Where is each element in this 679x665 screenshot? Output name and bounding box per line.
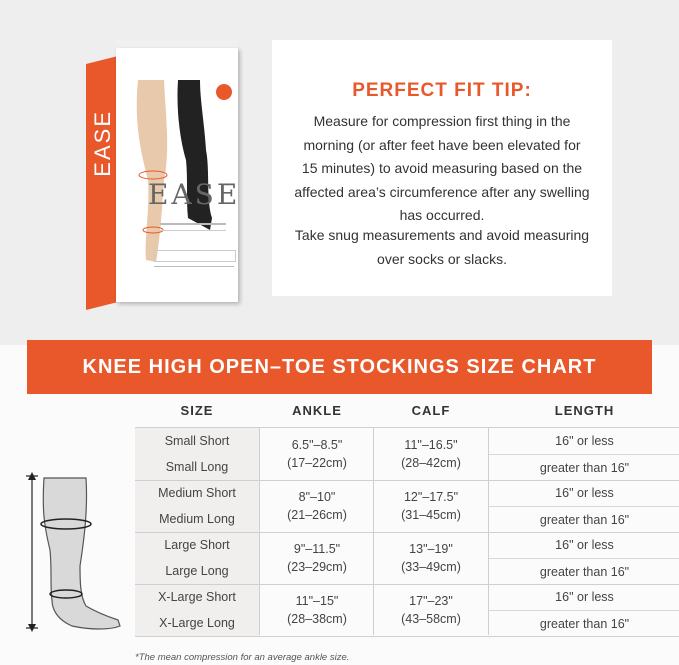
calf-inches: 13"–19"	[409, 542, 453, 556]
box-decor-line	[160, 223, 226, 225]
size-chart-title: KNEE HIGH OPEN–TOE STOCKINGS SIZE CHART	[82, 356, 597, 378]
calf-cm: (33–49cm)	[401, 560, 461, 574]
size-label: X-Large Short	[158, 590, 236, 604]
fit-tip-paragraph-2: Take snug measurements and avoid measuring over socks or slacks.	[294, 227, 590, 267]
length-value: greater than 16"	[539, 461, 630, 475]
size-chart-banner	[27, 340, 652, 394]
product-box-image	[86, 40, 241, 302]
leg-measurement-illustration	[14, 470, 129, 638]
fit-tip-card	[272, 40, 612, 296]
calf-cm: (31–45cm)	[401, 508, 461, 522]
fit-tip-paragraph-1: Measure for compression first thing in the morning (or after feet have been elevated for 15 minutes) to avoid measuring based on the affected area’s circumference after any swelling has occurred.	[294, 113, 590, 223]
length-value: 16" or less	[555, 590, 614, 604]
calf-inches: 11"–16.5"	[404, 438, 458, 452]
box-decor-line	[160, 230, 226, 231]
header-length: LENGTH	[554, 403, 615, 418]
fit-tip-title: PERFECT FIT TIP:	[352, 80, 532, 101]
box-legs-illustration	[126, 80, 231, 270]
header-calf: CALF	[411, 403, 451, 418]
header-ankle: ANKLE	[292, 403, 342, 418]
size-label: Large Long	[165, 564, 229, 578]
ankle-inches: 11"–15"	[295, 594, 339, 608]
length-value: greater than 16"	[539, 617, 630, 631]
length-value: greater than 16"	[539, 565, 630, 579]
box-side-panel	[86, 56, 118, 310]
box-side-brand: EASE	[90, 110, 115, 177]
length-value: 16" or less	[555, 434, 614, 448]
calf-inches: 12"–17.5"	[403, 490, 459, 504]
size-label: Small Short	[164, 434, 230, 448]
size-label: Medium Long	[159, 512, 235, 526]
length-value: 16" or less	[555, 538, 614, 552]
calf-inches: 17"–23"	[409, 594, 453, 608]
calf-cm: (28–42cm)	[401, 456, 461, 470]
ankle-cm: (23–29cm)	[287, 560, 347, 574]
box-decor-line	[154, 266, 234, 267]
ankle-inches: 8"–10"	[298, 490, 336, 504]
size-label: Medium Short	[158, 486, 236, 500]
footnote: *The mean compression for an average ankle size.	[135, 652, 350, 663]
ankle-inches: 9"–11.5"	[293, 542, 341, 556]
ankle-cm: (17–22cm)	[287, 456, 347, 470]
length-value: greater than 16"	[539, 513, 630, 527]
size-label: Small Long	[165, 460, 229, 474]
box-label-band	[154, 250, 236, 262]
ankle-inches: 6.5"–8.5"	[291, 438, 343, 452]
box-front-brand: EASE	[148, 178, 241, 211]
calf-cm: (43–58cm)	[401, 612, 461, 626]
ankle-cm: (28–38cm)	[287, 612, 347, 626]
ankle-cm: (21–26cm)	[287, 508, 347, 522]
length-value: 16" or less	[555, 486, 614, 500]
header-size: SIZE	[180, 403, 214, 418]
box-badge-icon	[216, 84, 232, 100]
size-label: Large Short	[164, 538, 230, 552]
size-label: X-Large Long	[159, 616, 235, 630]
